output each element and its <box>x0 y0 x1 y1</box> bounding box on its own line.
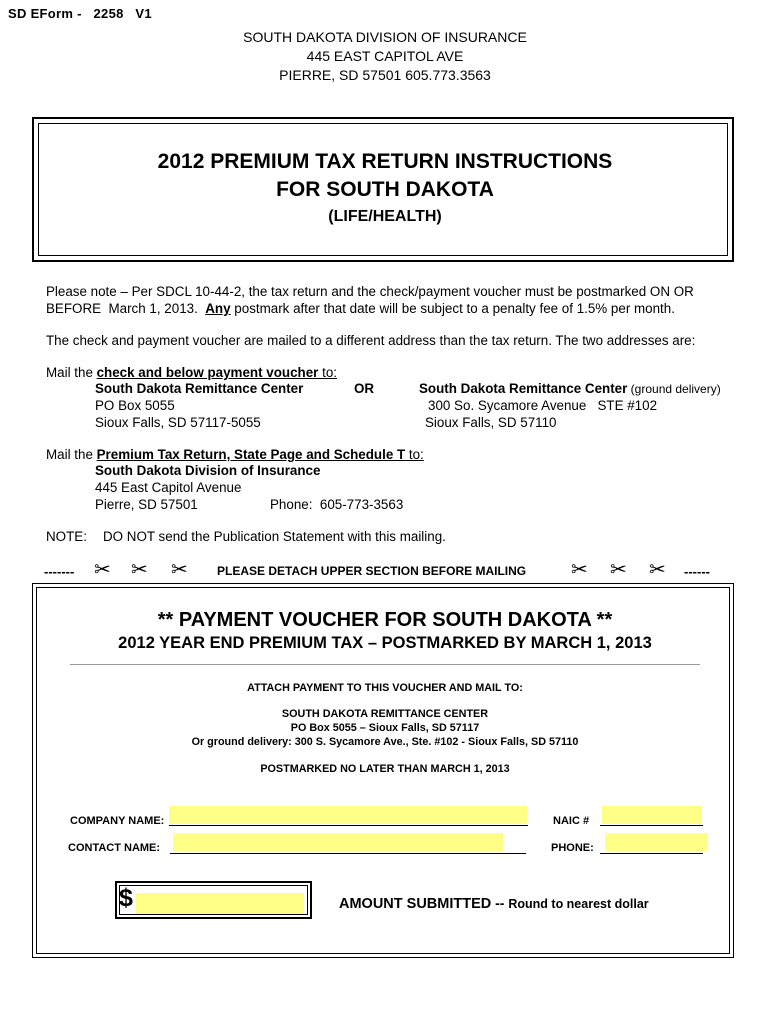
page-title-line1: 2012 PREMIUM TAX RETURN INSTRUCTIONS <box>157 150 613 173</box>
naic-input[interactable] <box>602 806 702 824</box>
detach-dashes-left: ------- <box>44 564 75 579</box>
contact-name-label: CONTACT NAME: <box>68 842 161 854</box>
amount-input[interactable] <box>136 893 304 914</box>
agency-name: SOUTH DAKOTA DIVISION OF INSURANCE <box>243 29 527 45</box>
note-label: NOTE: <box>46 529 87 544</box>
company-name-underline <box>169 825 528 826</box>
remit-left-po: PO Box 5055 <box>95 398 175 413</box>
remit-right-city: Sioux Falls, SD 57110 <box>425 415 557 430</box>
notice-line2: BEFORE March 1, 2013. Any postmark after that date will be subject to a penalty fee of 1.5% per month. <box>46 301 675 316</box>
page-subtitle: (LIFE/HEALTH) <box>328 208 442 225</box>
remit-right-name: South Dakota Remittance Center (ground delivery) <box>419 381 721 396</box>
notice-line1: Please note – Per SDCL 10-44-2, the tax return and the check/payment voucher must be postmarked ON OR <box>46 284 694 299</box>
scissors-icon: ✂ <box>131 559 148 581</box>
rc-po: PO Box 5055 – Sioux Falls, SD 57117 <box>290 722 480 734</box>
remit-left-city: Sioux Falls, SD 57117-5055 <box>95 415 261 430</box>
attach-instruction: ATTACH PAYMENT TO THIS VOUCHER AND MAIL TO: <box>247 682 523 694</box>
mail-check-heading: Mail the check and below payment voucher to: <box>46 365 337 380</box>
remit-right-street: 300 So. Sycamore Avenue STE #102 <box>428 398 658 413</box>
or-label: OR <box>354 381 375 396</box>
doi-street: 445 East Capitol Avenue <box>95 480 242 495</box>
voucher-subtitle: 2012 YEAR END PREMIUM TAX – POSTMARKED BY MARCH 1, 2013 <box>118 634 652 652</box>
amount-label: AMOUNT SUBMITTED -- Round to nearest dollar <box>339 895 649 912</box>
dollar-sign: $ <box>119 884 133 912</box>
company-name-input[interactable] <box>169 806 527 824</box>
scissors-icon: ✂ <box>94 559 111 581</box>
contact-name-underline <box>170 853 526 854</box>
contact-name-input[interactable] <box>173 833 503 851</box>
scissors-icon: ✂ <box>571 559 588 581</box>
phone-label: PHONE: <box>551 842 594 854</box>
doi-phone: Phone: 605-773-3563 <box>270 497 404 512</box>
detach-instruction: PLEASE DETACH UPPER SECTION BEFORE MAILING <box>217 564 527 578</box>
mail-return-heading: Mail the Premium Tax Return, State Page and Schedule T to: <box>46 447 424 462</box>
doi-name: South Dakota Division of Insurance <box>95 463 321 478</box>
phone-underline <box>600 853 703 854</box>
agency-city-phone: PIERRE, SD 57501 605.773.3563 <box>279 67 491 83</box>
postmark-deadline: POSTMARKED NO LATER THAN MARCH 1, 2013 <box>260 763 510 775</box>
rc-ground: Or ground delivery: 300 S. Sycamore Ave., Ste. #102 - Sioux Falls, SD 57110 <box>191 736 579 748</box>
remit-left-name: South Dakota Remittance Center <box>95 381 304 396</box>
doi-city: Pierre, SD 57501 <box>95 497 198 512</box>
form-id: SD EForm - 2258 V1 <box>8 6 152 21</box>
naic-label: NAIC # <box>553 815 590 827</box>
scissors-icon: ✂ <box>171 559 188 581</box>
rc-name: SOUTH DAKOTA REMITTANCE CENTER <box>281 708 489 720</box>
page-title-line2: FOR SOUTH DAKOTA <box>276 178 494 201</box>
note-text: DO NOT send the Publication Statement with this mailing. <box>103 529 446 544</box>
phone-input[interactable] <box>605 833 708 851</box>
company-name-label: COMPANY NAME: <box>70 815 165 827</box>
voucher-title: ** PAYMENT VOUCHER FOR SOUTH DAKOTA ** <box>157 609 613 631</box>
notice-addresses: The check and payment voucher are mailed to a different address than the tax return. The two addresses are: <box>46 333 696 348</box>
detach-dashes-right: ------ <box>684 564 710 579</box>
scissors-icon: ✂ <box>649 559 666 581</box>
agency-address: 445 EAST CAPITOL AVE <box>306 48 464 64</box>
naic-underline <box>600 825 703 826</box>
voucher-divider <box>70 664 700 665</box>
scissors-icon: ✂ <box>610 559 627 581</box>
